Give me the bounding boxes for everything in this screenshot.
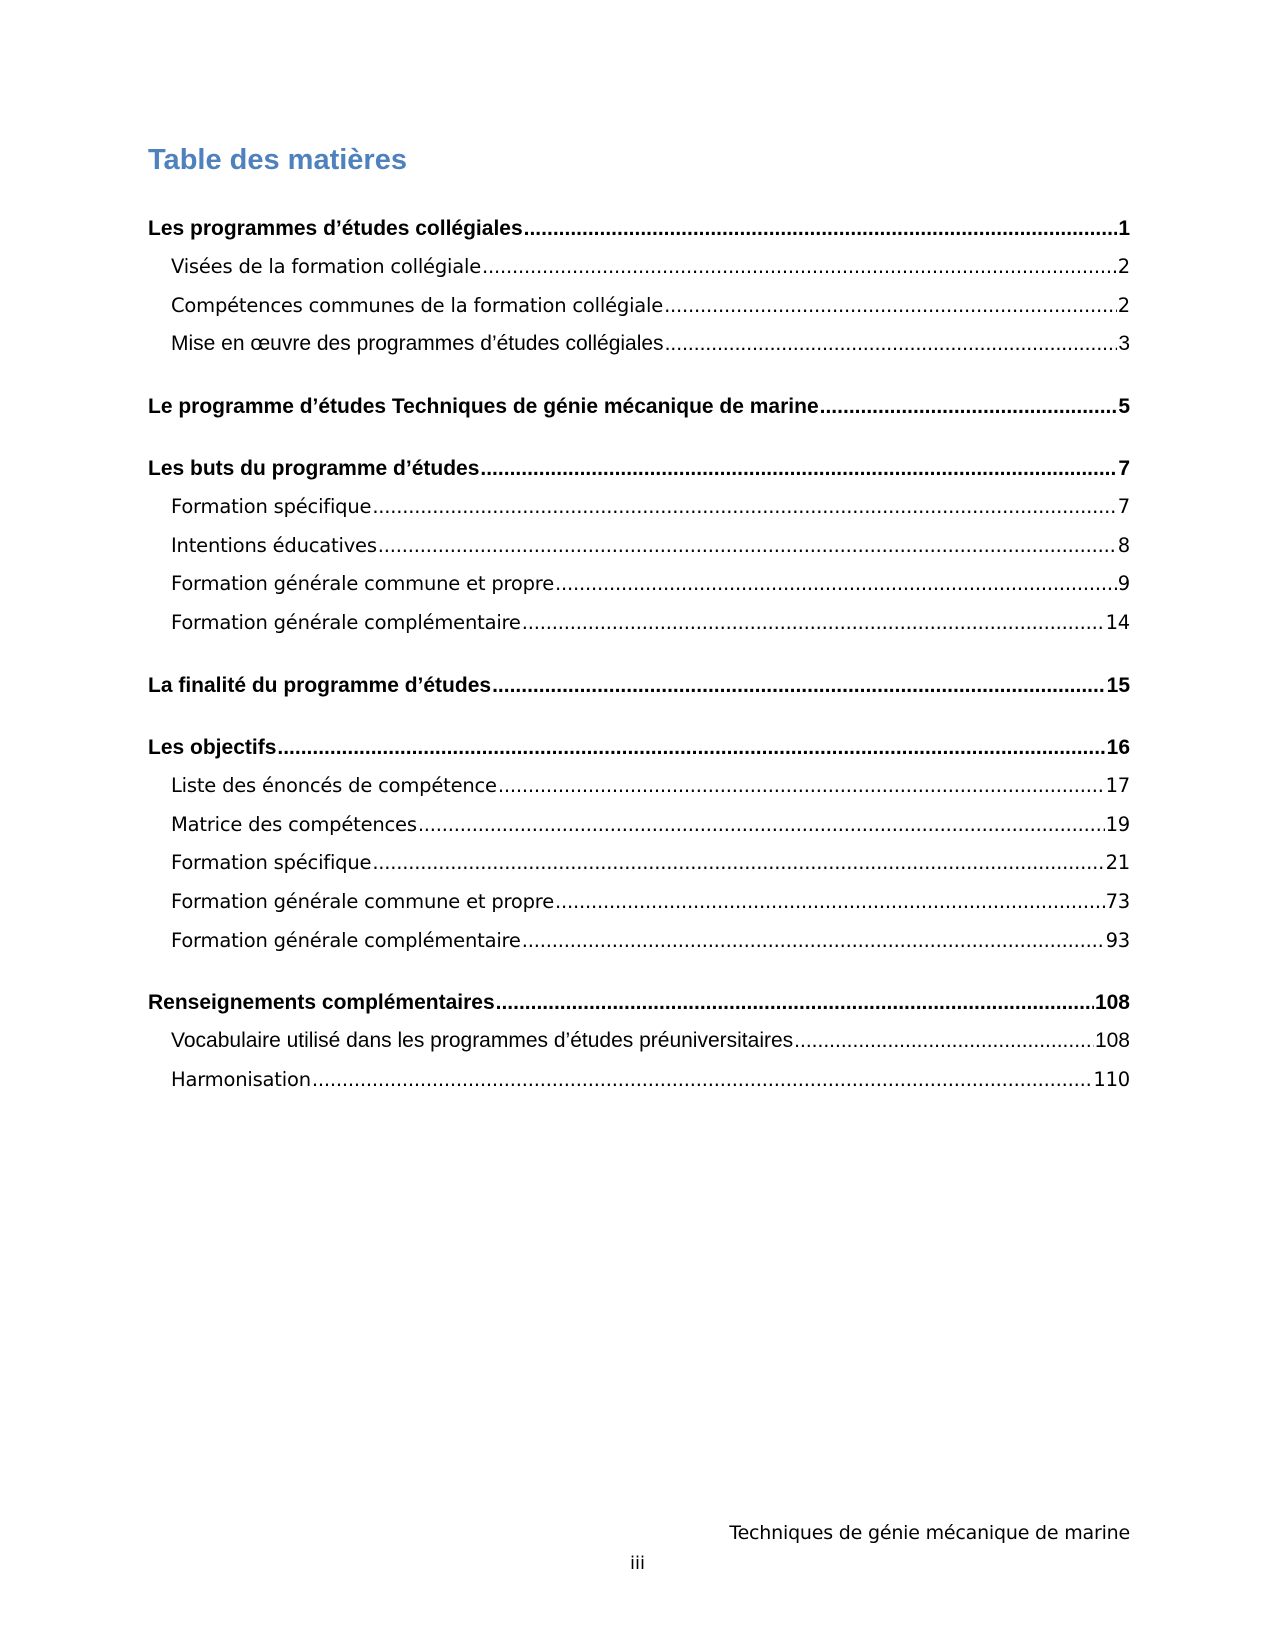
- toc-entry-label: Formation spécifique: [171, 851, 372, 875]
- toc-entry-page-number: 73: [1105, 889, 1130, 913]
- dot-leader: [496, 984, 1094, 1022]
- footer-page-number: iii: [629, 1553, 645, 1574]
- toc-entry-label: Mise en œuvre des programmes d’études collégiales: [171, 332, 664, 356]
- toc-entry-label: Compétences communes de la formation collégiale: [171, 293, 664, 317]
- toc-entry-page-number: 7: [1118, 457, 1130, 481]
- toc-entry-page-number: 21: [1105, 851, 1130, 875]
- toc-entry-page-number: 108: [1094, 1029, 1130, 1053]
- dot-leader: [664, 287, 1117, 326]
- dot-leader: [820, 388, 1118, 426]
- toc-entry-level1[interactable]: [148, 450, 1130, 488]
- toc-entry-label: Liste des énoncés de compétence: [171, 773, 497, 797]
- toc-entry-label: Matrice des compétences: [171, 812, 417, 836]
- toc-entry-level2[interactable]: [148, 767, 1130, 806]
- toc-entry-level2[interactable]: [148, 604, 1130, 643]
- toc-entry-level2[interactable]: [148, 1061, 1130, 1100]
- toc-entry-level2[interactable]: [148, 922, 1130, 961]
- toc-entry-level2[interactable]: [148, 325, 1130, 364]
- toc-entry-page-number: 2: [1117, 293, 1130, 317]
- toc-entry-page-number: 3: [1118, 332, 1130, 356]
- toc-entry-page-number: 8: [1117, 533, 1130, 557]
- toc-entry-level2[interactable]: [148, 565, 1130, 604]
- dot-leader: [555, 883, 1105, 922]
- toc-entry-page-number: 1: [1118, 217, 1130, 240]
- toc-entry-level2[interactable]: [148, 287, 1130, 326]
- toc-entry-label: Formation générale commune et propre: [171, 889, 554, 913]
- dot-leader: [524, 210, 1118, 248]
- toc-entry-level1[interactable]: [148, 667, 1130, 705]
- dot-leader: [372, 488, 1116, 527]
- toc-entry-label: Vocabulaire utilisé dans les programmes d’études préuniversitaires: [171, 1029, 794, 1053]
- dot-leader: [277, 729, 1105, 767]
- toc-entry-level2[interactable]: [148, 527, 1130, 566]
- toc-entry-label: Les programmes d’études collégiales: [148, 217, 523, 240]
- toc-entry-page-number: 110: [1093, 1067, 1130, 1091]
- dot-leader: [418, 806, 1105, 845]
- toc-entry-label: Formation spécifique: [171, 495, 372, 519]
- dot-leader: [372, 844, 1104, 883]
- dot-leader: [492, 667, 1106, 705]
- dot-leader: [522, 604, 1105, 643]
- toc-entry-level2[interactable]: [148, 1022, 1130, 1061]
- dot-leader: [378, 527, 1117, 566]
- table-of-contents: [148, 210, 1130, 1100]
- toc-entry-page-number: 16: [1106, 735, 1130, 759]
- toc-entry-page-number: 17: [1105, 773, 1130, 797]
- dot-leader: [555, 565, 1117, 604]
- toc-entry-page-number: 19: [1105, 812, 1130, 836]
- toc-entry-level1[interactable]: [148, 729, 1130, 767]
- toc-entry-page-number: 7: [1117, 495, 1130, 519]
- toc-entry-label: Formation générale complémentaire: [171, 611, 521, 635]
- page-title: Table des matières: [148, 144, 407, 176]
- toc-entry-label: Renseignements complémentaires: [148, 991, 495, 1015]
- toc-entry-page-number: 5: [1118, 395, 1130, 419]
- toc-entry-label: Visées de la formation collégiale: [171, 255, 481, 278]
- toc-entry-page-number: 15: [1106, 673, 1130, 697]
- toc-entry-page-number: 93: [1105, 928, 1130, 952]
- toc-entry-level2[interactable]: [148, 248, 1130, 287]
- toc-entry-page-number: 108: [1094, 991, 1130, 1015]
- toc-entry-level2[interactable]: [148, 806, 1130, 845]
- toc-entry-label: Intentions éducatives: [171, 533, 377, 557]
- dot-leader: [522, 922, 1105, 961]
- dot-leader: [498, 767, 1105, 806]
- toc-entry-page-number: 2: [1117, 255, 1130, 278]
- dot-leader: [794, 1022, 1094, 1061]
- dot-leader: [312, 1061, 1093, 1100]
- toc-entry-level1[interactable]: [148, 210, 1130, 248]
- toc-entry-level2[interactable]: [148, 883, 1130, 922]
- toc-entry-level2[interactable]: [148, 488, 1130, 527]
- toc-entry-label: Formation générale complémentaire: [171, 928, 521, 952]
- toc-entry-label: Le programme d’études Techniques de génie mécanique de marine: [148, 395, 819, 419]
- dot-leader: [482, 248, 1117, 287]
- toc-entry-label: Les objectifs: [148, 735, 277, 759]
- footer-title: Techniques de génie mécanique de marine: [729, 1522, 1130, 1544]
- toc-entry-page-number: 14: [1105, 611, 1130, 635]
- dot-leader: [665, 325, 1118, 364]
- toc-entry-label: Formation générale commune et propre: [171, 572, 554, 596]
- dot-leader: [480, 450, 1117, 488]
- toc-entry-level1[interactable]: [148, 388, 1130, 426]
- toc-entry-level1[interactable]: [148, 984, 1130, 1022]
- toc-entry-label: Harmonisation: [171, 1067, 311, 1091]
- toc-entry-level2[interactable]: [148, 844, 1130, 883]
- toc-entry-label: Les buts du programme d’études: [148, 457, 480, 481]
- toc-entry-label: La finalité du programme d’études: [148, 673, 492, 697]
- toc-entry-page-number: 9: [1117, 572, 1130, 596]
